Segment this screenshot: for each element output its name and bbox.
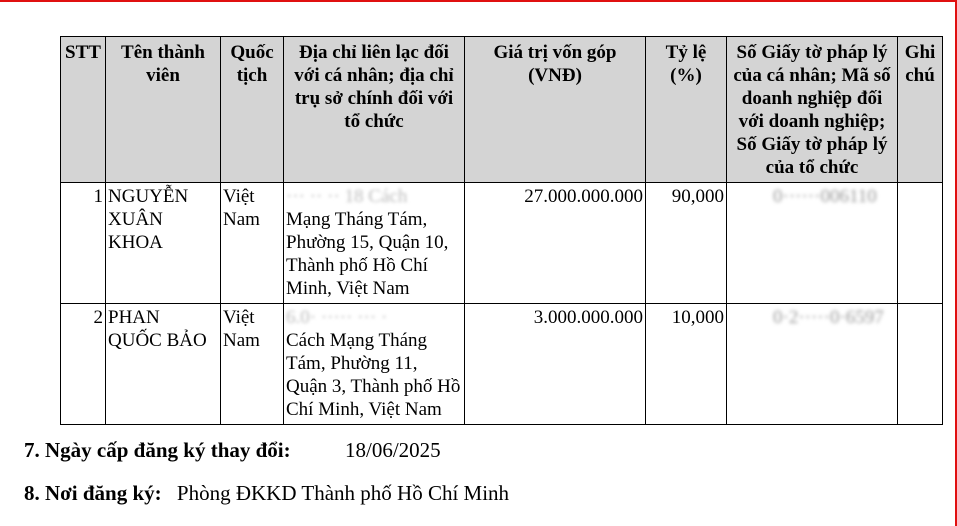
redacted-address-part: ··· ·· ·· 18 Cách xyxy=(286,186,408,207)
table-row xyxy=(61,304,943,425)
table-row xyxy=(61,183,943,304)
registration-change-date-label: 7. Ngày cấp đăng ký thay đổi: xyxy=(24,438,291,462)
address-text: Cách Mạng Tháng Tám, Phường 11, Quận 3, Thành phố Hồ Chí Minh, Việt Nam xyxy=(286,330,461,420)
header-stt: STT xyxy=(61,37,106,183)
member-nationality: Việt Nam xyxy=(221,183,284,304)
header-member-name: Tên thành viên xyxy=(106,37,221,183)
member-address xyxy=(284,304,465,425)
registration-change-date xyxy=(24,438,441,462)
member-ratio: 10,000 xyxy=(646,304,727,425)
red-frame-top xyxy=(0,0,957,2)
member-address xyxy=(284,183,465,304)
row-stt: 2 xyxy=(61,304,106,425)
member-name: PHAN QUỐC BẢO xyxy=(106,304,221,425)
member-legal-id xyxy=(727,183,898,304)
header-capital: Giá trị vốn góp (VNĐ) xyxy=(465,37,646,183)
member-name: NGUYỄN XUÂN KHOA xyxy=(106,183,221,304)
table-header-row xyxy=(61,37,943,183)
registration-office xyxy=(24,481,509,505)
member-ratio: 90,000 xyxy=(646,183,727,304)
registration-office-value: Phòng ĐKKD Thành phố Hồ Chí Minh xyxy=(176,481,510,505)
header-ratio: Tỷ lệ (%) xyxy=(646,37,727,183)
registration-office-label: 8. Nơi đăng ký: xyxy=(24,481,162,505)
header-nationality: Quốc tịch xyxy=(221,37,284,183)
header-address: Địa chỉ liên lạc đối với cá nhân; địa chỉ trụ sở chính đối với tổ chức xyxy=(284,37,465,183)
registration-change-date-value: 18/06/2025 xyxy=(345,438,441,462)
members-table xyxy=(60,36,943,425)
redacted-legal-id: 0·2·····0·6597 xyxy=(773,307,884,328)
member-nationality: Việt Nam xyxy=(221,304,284,425)
header-legal-id: Số Giấy tờ pháp lý của cá nhân; Mã số doanh nghiệp đối với doanh nghiệp; Số Giấy tờ pháp lý của tổ chức xyxy=(727,37,898,183)
header-note: Ghi chú xyxy=(898,37,943,183)
member-note xyxy=(898,183,943,304)
member-legal-id xyxy=(727,304,898,425)
redacted-address-part: 6.0· ····· ··· · xyxy=(286,307,388,328)
redacted-legal-id: 0······006110 xyxy=(773,186,877,207)
member-note xyxy=(898,304,943,425)
address-text: Mạng Tháng Tám, Phường 15, Quận 10, Thành phố Hồ Chí Minh, Việt Nam xyxy=(286,209,449,299)
row-stt: 1 xyxy=(61,183,106,304)
member-capital: 27.000.000.000 xyxy=(465,183,646,304)
member-capital: 3.000.000.000 xyxy=(465,304,646,425)
